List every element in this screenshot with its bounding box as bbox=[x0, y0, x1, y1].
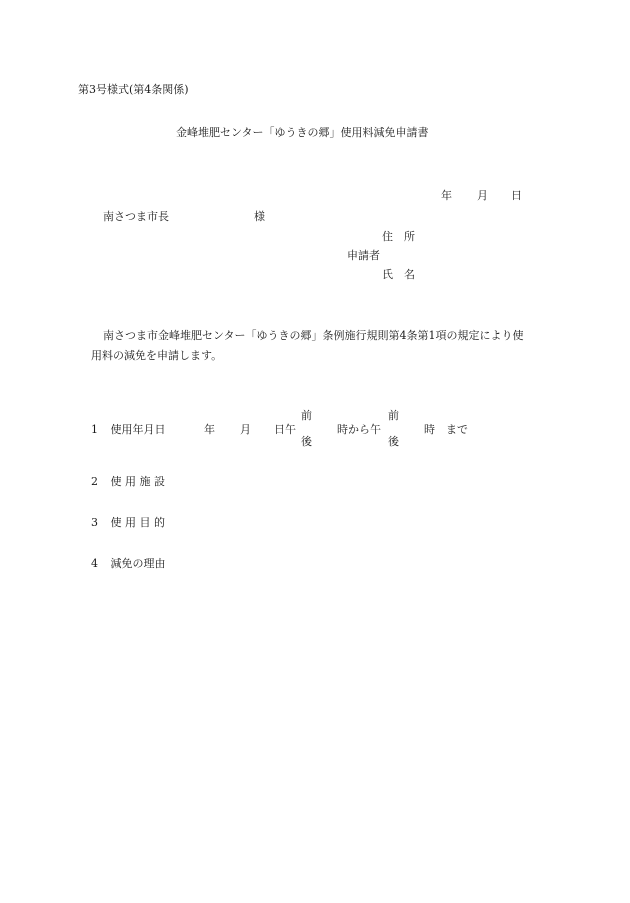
item-label: 使 用 目 的 bbox=[110, 516, 165, 529]
item-label: 使用年月日 bbox=[110, 423, 166, 436]
item-reason bbox=[91, 558, 166, 569]
date-day-label: 日 bbox=[511, 189, 522, 202]
item-purpose bbox=[91, 517, 165, 528]
usage-day-label: 日午 bbox=[274, 423, 296, 436]
item-label: 減免の理由 bbox=[110, 557, 166, 570]
usage-year-label: 年 bbox=[204, 423, 215, 436]
item-label: 使 用 施 設 bbox=[110, 475, 165, 488]
applicant-address-label: 住 所 bbox=[382, 230, 415, 243]
usage-month-label: 月 bbox=[240, 423, 251, 436]
item-facility bbox=[91, 476, 165, 487]
end-pm-label: 後 bbox=[388, 435, 399, 448]
form-number: 第3号様式(第4条関係) bbox=[78, 83, 189, 96]
item-usage-date bbox=[91, 424, 166, 435]
item-number: 4 bbox=[91, 557, 98, 570]
applicant-label: 申請者 bbox=[347, 249, 380, 262]
start-am-label: 前 bbox=[301, 409, 312, 422]
item-number: 2 bbox=[91, 475, 98, 488]
addressee-honorific: 様 bbox=[254, 210, 265, 223]
body-text-line2: 用料の減免を申請します。 bbox=[91, 349, 223, 362]
date-month-label: 月 bbox=[477, 189, 488, 202]
end-hour-label: 時 まで bbox=[424, 423, 468, 436]
date-year-label: 年 bbox=[441, 189, 452, 202]
document-title: 金峰堆肥センター「ゆうきの郷」使用料減免申請書 bbox=[176, 126, 429, 139]
end-am-label: 前 bbox=[388, 409, 399, 422]
applicant-name-label: 氏 名 bbox=[382, 268, 415, 281]
addressee-name: 南さつま市長 bbox=[103, 210, 169, 223]
item-number: 1 bbox=[91, 423, 98, 436]
start-hour-label: 時から午 bbox=[337, 423, 381, 436]
body-text-line1: 南さつま市金峰堆肥センター「ゆうきの郷」条例施行規則第4条第1項の規定により使 bbox=[103, 329, 524, 342]
start-pm-label: 後 bbox=[301, 435, 312, 448]
item-number: 3 bbox=[91, 516, 98, 529]
